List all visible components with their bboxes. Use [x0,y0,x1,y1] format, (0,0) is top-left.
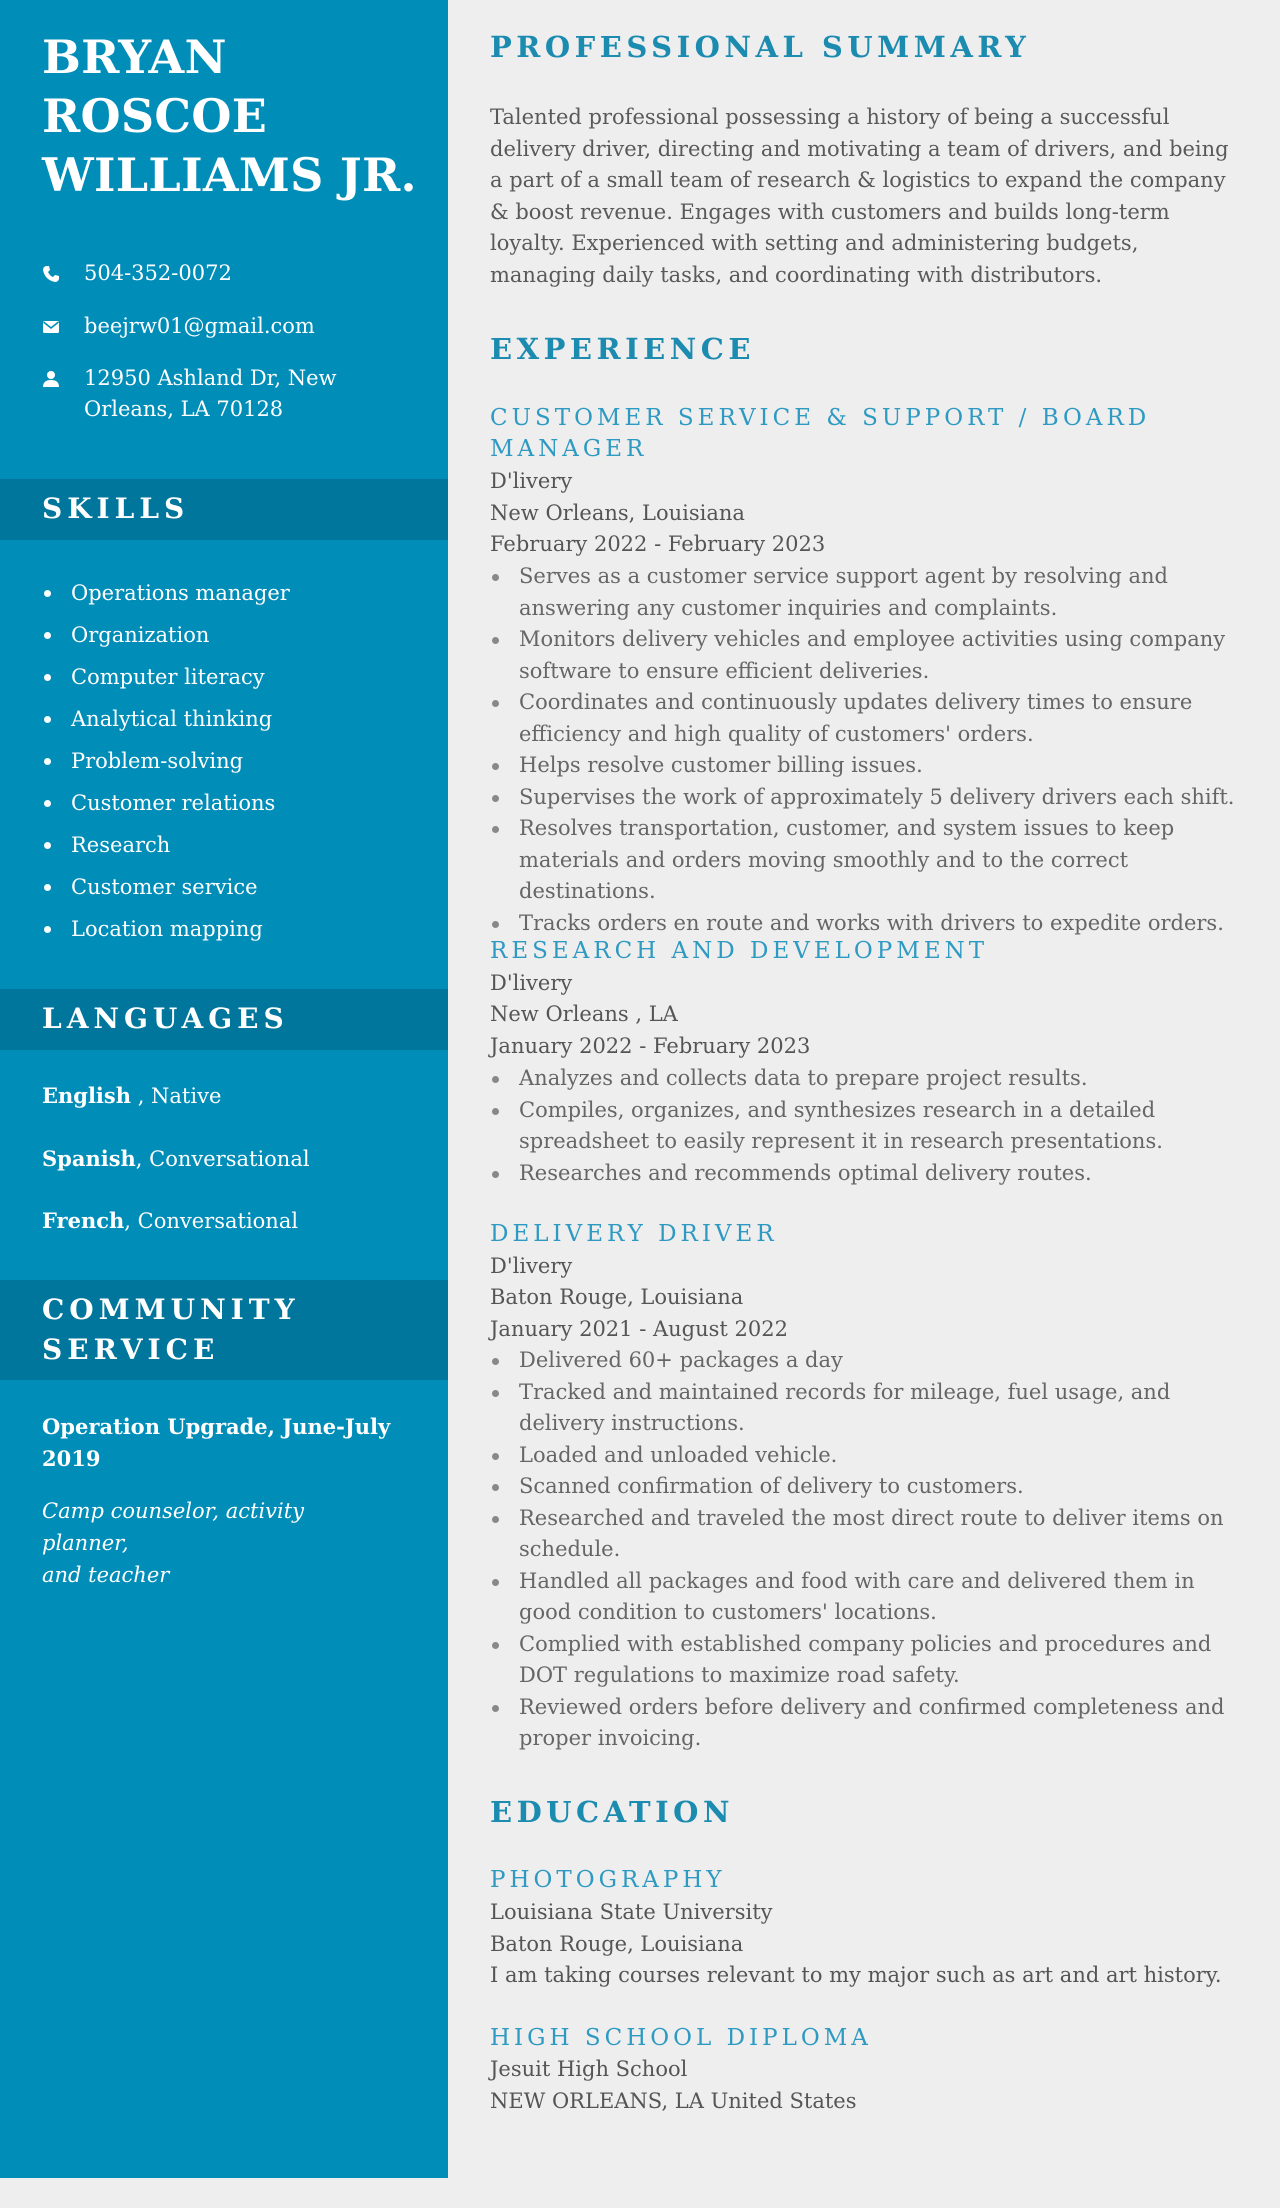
bullet-dot [492,1358,499,1365]
community-heading-line-1: COMMUNITY [42,1293,300,1326]
community-title [42,1411,392,1475]
bullet-text: Tracks orders en route and works with drivers to expedite orders. [519,910,1224,935]
bullet-dot [492,1076,499,1083]
summary-text: Talented professional possessing a history of being a successful delivery driver, directing and motivating a team of drivers, and being a part of a small team of research & logistics to expand the company & boost revenue. Engages with customers and builds long-term loyalty. Experienced with setting and administering budgets, managing daily tasks, and coordinating with distributors. [490,105,1229,287]
job-bullets [490,1345,1250,1755]
candidate-name [42,28,442,205]
skill-item [42,614,422,656]
phone-number: 504-352-0072 [84,261,232,285]
skills-heading-band [0,479,448,540]
bullet-dot [44,884,51,891]
education-location: NEW ORLEANS, LA United States [490,2089,857,2113]
skill-item [42,572,422,614]
education-school: Jesuit High School [490,2057,688,2081]
skill-label: Customer service [71,875,258,899]
skill-label: Problem-solving [71,749,244,773]
language-level: , Native [131,1084,222,1108]
job-location: New Orleans , LA [490,1002,678,1026]
bullet-text: Helps resolve customer billing issues. [519,753,923,777]
job-location: Baton Rouge, Louisiana [490,1285,744,1309]
bullet-text: Researches and recommends optimal delivery routes. [519,1160,1092,1185]
skills-list [42,572,422,950]
education-note: I am taking courses relevant to my major such as art and art history. [490,1963,1222,1987]
language-level: , Conversational [124,1209,299,1233]
email-address: beejrw01@gmail.com [84,314,315,338]
language-item [42,1144,422,1174]
skill-item [42,866,422,908]
skill-item [42,698,422,740]
skill-label: Organization [71,623,210,647]
bullet-dot [492,1108,499,1115]
bullet-dot [492,826,499,833]
job-bullet [490,1503,1250,1566]
bullet-dot [44,758,51,765]
language-name: Spanish [42,1146,136,1171]
community-heading-line-2: SERVICE [42,1333,220,1366]
languages-heading: LANGUAGES [42,1002,289,1035]
community-role-line-2: and teacher [42,1563,170,1587]
community-heading-band [0,1280,448,1380]
community-title-line-2: 2019 [42,1446,101,1471]
bullet-dot [492,1390,499,1397]
bullet-dot [492,763,499,770]
skill-item [42,740,422,782]
job-company: D'livery [490,469,573,493]
job-bullet [490,561,1250,624]
bullet-dot [44,926,51,933]
community-title-line-1: Operation Upgrade, June-July [42,1414,391,1439]
language-name: English [42,1083,132,1108]
sidebar [0,0,448,2178]
education-degree: PHOTOGRAPHY [490,1867,726,1893]
bullet-text: Reviewed orders before delivery and confirmed completeness and proper invoicing. [519,1694,1225,1750]
bullet-dot [492,1516,499,1523]
skill-item [42,656,422,698]
bullet-text: Monitors delivery vehicles and employee activities using company software to ensure efficient deliveries. [519,627,1226,683]
job-dates: January 2022 - February 2023 [490,1034,811,1058]
bullet-dot [44,590,51,597]
bullet-dot [492,1171,499,1178]
skill-label: Operations manager [71,581,290,605]
job-title: DELIVERY DRIVER [490,1221,778,1247]
phone-icon [42,265,60,283]
job-company: D'livery [490,971,573,995]
job-title: CUSTOMER SERVICE & SUPPORT / BOARD MANAGER [490,405,1151,462]
bullet-dot [492,637,499,644]
job-bullet [490,1440,1250,1472]
community-role [42,1495,392,1591]
bullet-dot [492,1705,499,1712]
bullet-text: Serves as a customer service support agent by resolving and answering any customer inquiries and complaints. [519,564,1168,620]
bullet-dot [44,716,51,723]
bullet-dot [44,842,51,849]
bullet-text: Complied with established company policies and procedures and DOT regulations to maximize road safety. [519,1631,1212,1687]
skill-item [42,908,422,950]
job-bullet [490,1692,1250,1755]
bullet-dot [492,1484,499,1491]
bullet-text: Compiles, organizes, and synthesizes research in a detailed spreadsheet to easily represent it in research presentations. [519,1097,1163,1153]
skill-label: Location mapping [71,917,263,941]
community-role-line-1: Camp counselor, activity planner, [42,1499,305,1555]
person-icon [42,370,60,388]
job-bullet [490,1345,1250,1377]
skill-label: Research [71,833,171,857]
job-company: D'livery [490,1254,573,1278]
skill-label: Customer relations [71,791,276,815]
skill-label: Computer literacy [71,665,265,689]
name-line-2: ROSCOE [42,89,268,143]
job-bullet [490,750,1250,782]
education-school: Louisiana State University [490,1900,773,1924]
job-bullet [490,908,1250,940]
bullet-dot [492,795,499,802]
language-name: French [42,1208,125,1233]
skills-heading: SKILLS [42,492,190,525]
summary-heading: PROFESSIONAL SUMMARY [490,30,1031,64]
name-line-1: BRYAN [42,30,227,84]
job-bullet [490,687,1250,750]
experience-heading: EXPERIENCE [490,332,755,366]
job-bullet [490,1063,1250,1095]
language-item [42,1081,422,1111]
bullet-text: Coordinates and continuously updates delivery times to ensure efficiency and high quality of customers' orders. [519,690,1193,746]
bullet-dot [44,800,51,807]
job-location: New Orleans, Louisiana [490,501,745,525]
skill-label: Analytical thinking [71,707,273,731]
name-line-3: WILLIAMS JR. [42,148,417,202]
job-bullets [490,1063,1250,1189]
job-bullet [490,624,1250,687]
bullet-text: Analyzes and collects data to prepare project results. [519,1066,1088,1090]
job-bullet [490,1095,1250,1158]
bullet-dot [492,1579,499,1586]
job-bullet [490,1158,1250,1190]
education-heading: EDUCATION [490,1795,734,1829]
skill-item [42,824,422,866]
bullet-text: Scanned confirmation of delivery to customers. [519,1474,1024,1498]
languages-heading-band [0,989,448,1050]
language-level: , Conversational [135,1147,310,1171]
job-bullet [490,1629,1250,1692]
job-bullets [490,561,1250,939]
bullet-dot [492,1642,499,1649]
bullet-text: Loaded and unloaded vehicle. [519,1442,838,1467]
bullet-text: Researched and traveled the most direct route to deliver items on schedule. [519,1505,1224,1561]
job-dates: January 2021 - August 2022 [490,1317,788,1341]
bullet-dot [492,1453,499,1460]
address-line-1: 12950 Ashland Dr, New [84,366,337,390]
address [84,363,414,425]
bullet-dot [492,921,499,928]
bullet-text: Resolves transportation, customer, and system issues to keep materials and orders moving smoothly and to the correct destinations. [519,816,1175,903]
bullet-text: Handled all packages and food with care and delivered them in good condition to customers' locations. [519,1568,1195,1624]
job-bullet [490,782,1250,814]
job-dates: February 2022 - February 2023 [490,532,826,556]
education-location: Baton Rouge, Louisiana [490,1932,744,1956]
envelope-icon [42,318,60,336]
bullet-dot [492,574,499,581]
job-bullet [490,1471,1250,1503]
bullet-text: Delivered 60+ packages a day [519,1348,843,1372]
address-line-2: Orleans, LA 70128 [84,397,284,421]
bullet-dot [44,632,51,639]
job-bullet [490,1377,1250,1440]
bullet-dot [44,674,51,681]
job-title: RESEARCH AND DEVELOPMENT [490,938,989,964]
bullet-text: Tracked and maintained records for mileage, fuel usage, and delivery instructions. [519,1379,1171,1435]
job-bullet [490,813,1250,908]
job-bullet [490,1566,1250,1629]
bullet-dot [492,700,499,707]
language-item [42,1206,422,1236]
skill-item [42,782,422,824]
bullet-text: Supervises the work of approximately 5 delivery drivers each shift. [519,784,1235,809]
education-degree: HIGH SCHOOL DIPLOMA [490,2025,872,2051]
